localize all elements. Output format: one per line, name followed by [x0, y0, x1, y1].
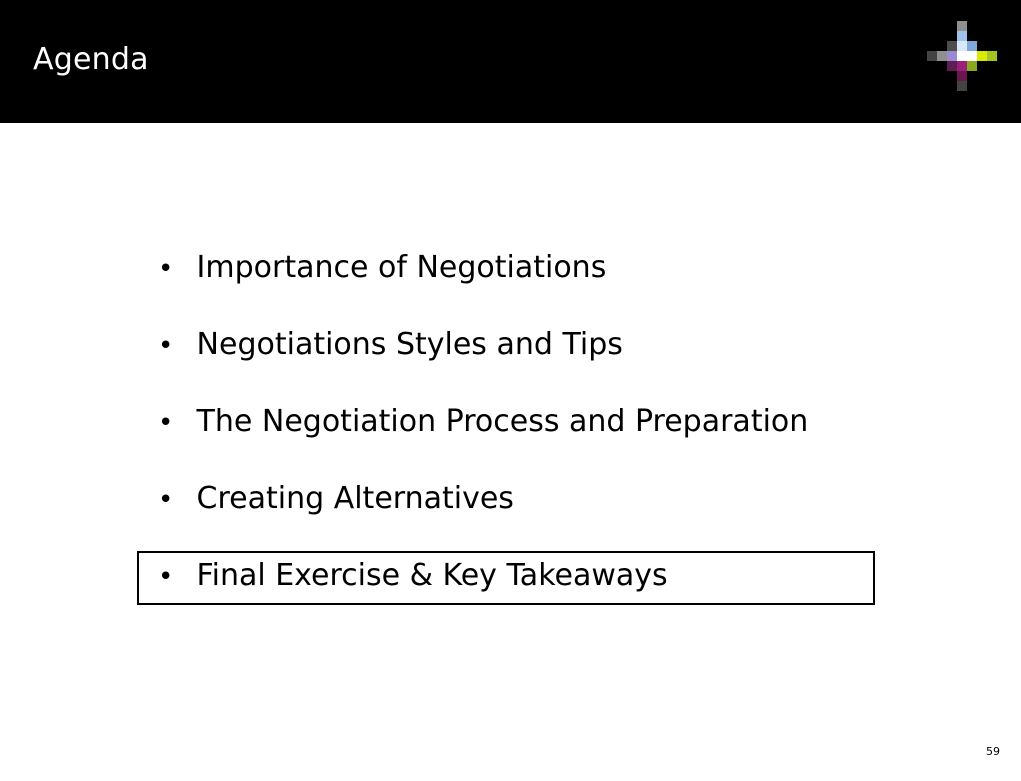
slide-header — [0, 0, 1021, 123]
agenda-item-label: Final Exercise & Key Takeaways — [196, 558, 668, 593]
page-number: 59 — [986, 745, 1000, 758]
agenda-item-label: Importance of Negotiations — [196, 250, 607, 285]
agenda-item-creating-alternatives — [158, 471, 808, 548]
agenda-item-label: Creating Alternatives — [196, 481, 514, 516]
bullet-icon: • — [158, 254, 174, 284]
agenda-item-importance-of-negotiations — [158, 240, 808, 317]
agenda-item-negotiation-styles-and-tips — [158, 317, 808, 394]
agenda-item-negotiation-process-and-preparation — [158, 394, 808, 471]
bullet-icon: • — [158, 331, 174, 361]
agenda-item-label: The Negotiation Process and Preparation — [196, 404, 809, 439]
highlighted-agenda-item-box — [137, 551, 875, 605]
agenda-item-label: Negotiations Styles and Tips — [196, 327, 623, 362]
bullet-icon: • — [158, 562, 174, 592]
bullet-icon: • — [158, 408, 174, 438]
slide-title: Agenda — [33, 42, 149, 77]
pixel-cross-logo-icon — [925, 18, 1000, 93]
bullet-icon: • — [158, 485, 174, 515]
